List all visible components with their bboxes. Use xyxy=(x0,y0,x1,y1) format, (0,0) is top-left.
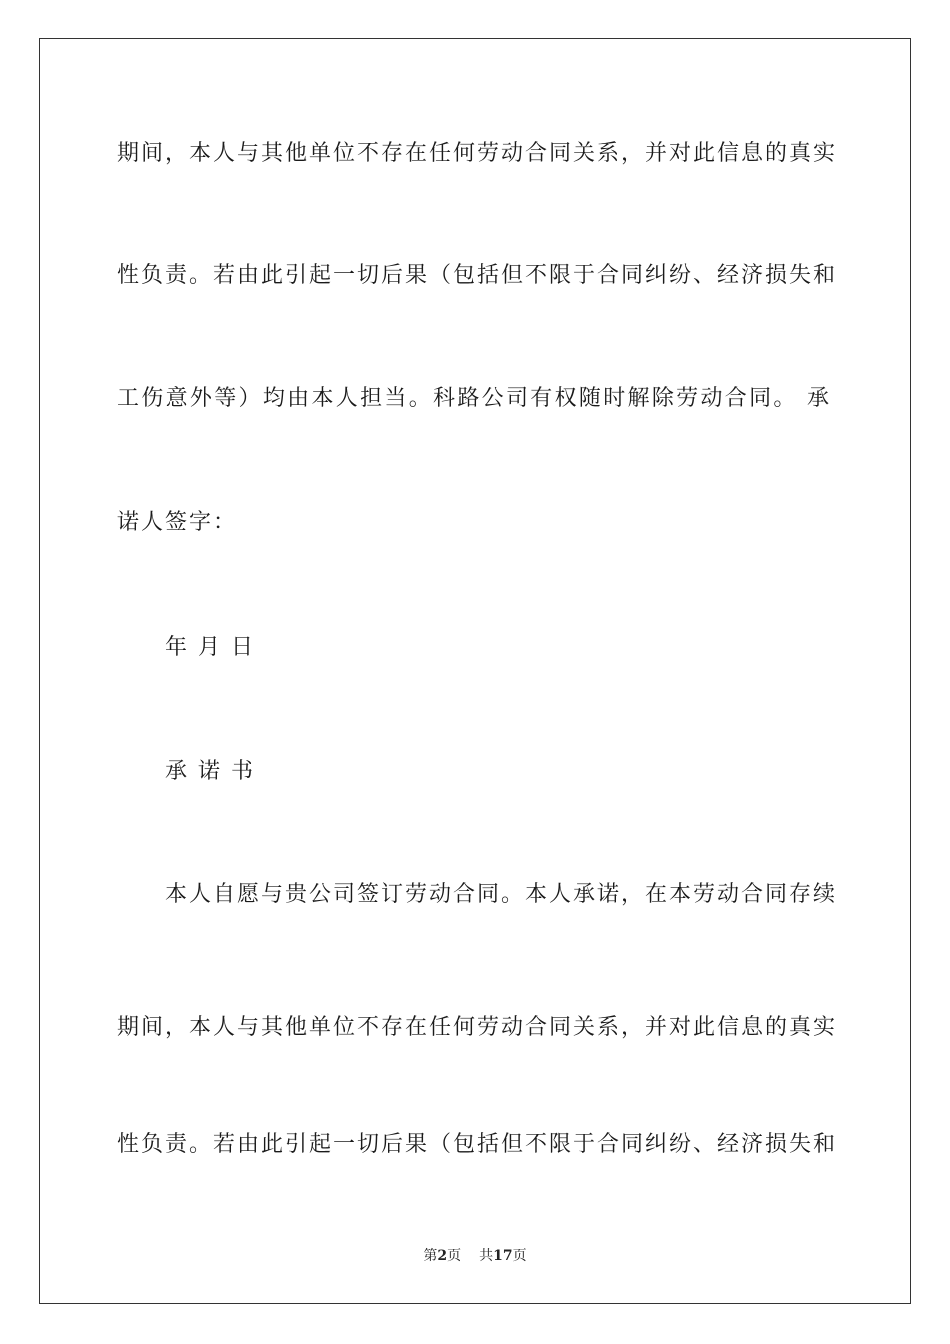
body-line-9: 性负责。若由此引起一切后果（包括但不限于合同纠纷、经济损失和 xyxy=(117,1132,838,1157)
footer-page-current: 2 xyxy=(437,1248,448,1264)
footer-page-prefix: 第 xyxy=(423,1248,438,1264)
page-frame xyxy=(39,38,911,1304)
body-line-2: 性负责。若由此引起一切后果（包括但不限于合同纠纷、经济损失和 xyxy=(117,263,838,288)
section-title: 承 诺 书 xyxy=(165,759,255,784)
footer-page-suffix: 页 xyxy=(447,1248,462,1264)
body-line-8: 期间，本人与其他单位不存在任何劳动合同关系，并对此信息的真实 xyxy=(117,1015,838,1040)
body-line-3: 工伤意外等）均由本人担当。科路公司有权随时解除劳动合同。 承 xyxy=(117,386,831,411)
footer-total-prefix: 共 xyxy=(479,1248,494,1264)
date-line: 年 月 日 xyxy=(165,635,255,660)
footer-page-total: 17 xyxy=(493,1248,513,1264)
body-line-4: 诺人签字： xyxy=(117,510,238,535)
body-line-7: 本人自愿与贵公司签订劳动合同。本人承诺，在本劳动合同存续 xyxy=(165,882,838,907)
footer-total-suffix: 页 xyxy=(512,1248,527,1264)
body-line-1: 期间，本人与其他单位不存在任何劳动合同关系，并对此信息的真实 xyxy=(117,141,838,166)
page-footer xyxy=(0,1247,950,1265)
